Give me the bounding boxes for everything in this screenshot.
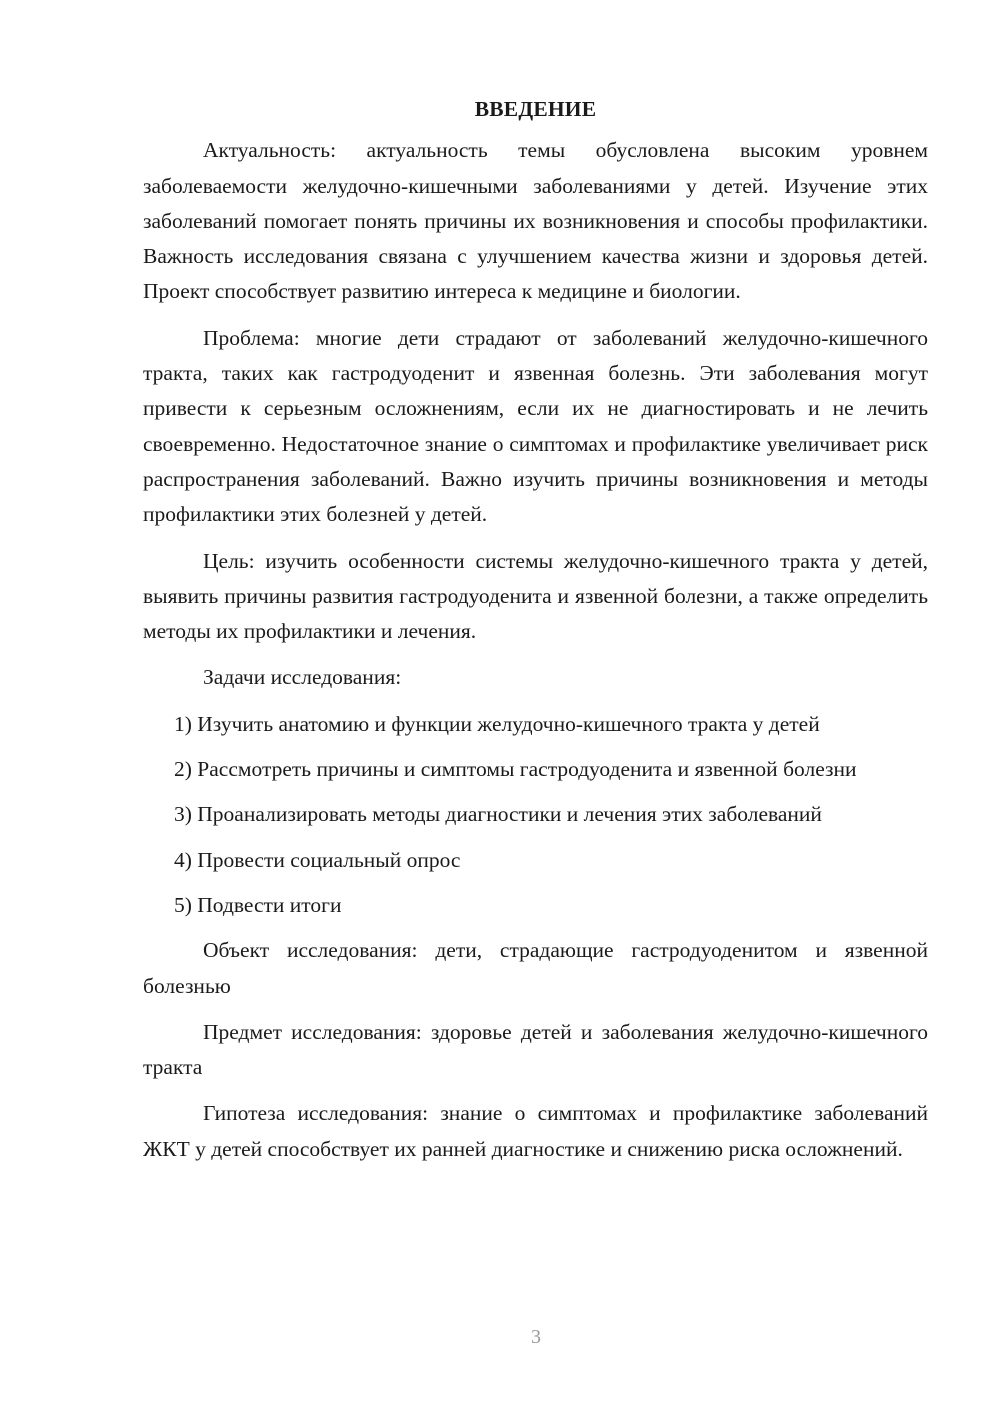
task-item: 2) Рассмотреть причины и симптомы гастродуоденита и язвенной болезни (174, 757, 857, 782)
task-item: 5) Подвести итоги (174, 892, 342, 917)
hypothesis-paragraph: Гипотеза исследования: знание о симптомах и профилактике заболеваний ЖКТ у детей способствует их ранней диагностике и снижению риска осложнений. (143, 1101, 928, 1161)
problem-paragraph: Проблема: многие дети страдают от заболеваний желудочно-кишечного тракта, таких как гастродуоденит и язвенная болезнь. Эти заболевания могут привести к серьезным осложнениям, если их не диагностировать и не лечить своевременно. Недостаточное знание о симптомах и профилактике увеличивает риск распространения заболеваний. Важно изучить причины возникновения и методы профилактики этих болезней у детей. (143, 325, 928, 527)
task-item: 1) Изучить анатомию и функции желудочно-кишечного тракта у детей (174, 711, 820, 736)
page-title: ВВЕДЕНИЕ (474, 97, 597, 121)
object-paragraph: Объект исследования: дети, страдающие гастродуоденитом и язвенной болезнью (143, 938, 928, 998)
page-number: 3 (531, 1326, 541, 1348)
task-item: 3) Проанализировать методы диагностики и лечения этих заболеваний (174, 802, 822, 827)
tasks-heading: Задачи исследования: (203, 665, 402, 690)
task-item: 4) Провести социальный опрос (174, 847, 461, 872)
tasks-list (143, 707, 928, 923)
relevance-paragraph: Актуальность: актуальность темы обусловлена высоким уровнем заболеваемости желудочно-кишечными заболеваниями у детей. Изучение этих заболеваний помогает понять причины их возникновения и способы профилактики. Важность исследования связана с улучшением качества жизни и здоровья детей. Проект способствует развитию интереса к медицине и биологии. (143, 138, 928, 304)
document-page (143, 92, 928, 1178)
subject-paragraph: Предмет исследования: здоровье детей и заболевания желудочно-кишечного тракта (143, 1019, 928, 1080)
goal-paragraph: Цель: изучить особенности системы желудочно-кишечного тракта у детей, выявить причины развития гастродуоденита и язвенной болезни, а также определить методы их профилактики и лечения. (143, 548, 928, 644)
